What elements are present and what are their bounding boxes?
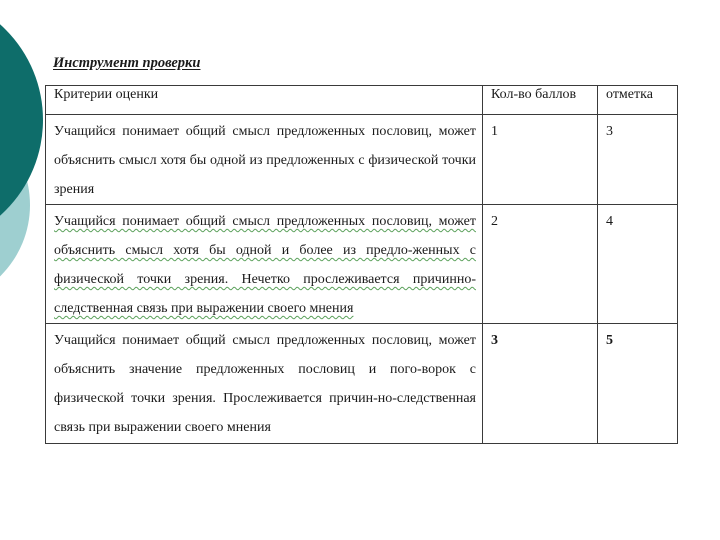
assessment-table <box>45 85 678 444</box>
grade-cell: 5 <box>598 324 678 444</box>
header-criteria: Критерии оценки <box>46 86 483 115</box>
points-cell: 3 <box>483 324 598 444</box>
criteria-cell: Учащийся понимает общий смысл предложенных пословиц, может объяснить смысл хотя бы одной из предложенных с физической точки зрения <box>46 115 483 205</box>
grade-cell: 3 <box>598 115 678 205</box>
grade-cell: 4 <box>598 205 678 324</box>
table-header-row <box>46 86 678 115</box>
points-cell: 2 <box>483 205 598 324</box>
header-grade: отметка <box>598 86 678 115</box>
page-heading: Инструмент проверки <box>53 55 201 71</box>
table-row <box>46 205 678 324</box>
points-cell: 1 <box>483 115 598 205</box>
criteria-cell: Учащийся понимает общий смысл предложенных пословиц, может объяснить значение предложенных пословиц и пого-ворок с физической точки зрения. Прослеживается причин-но-следственная связь при выражении своего мнения <box>46 324 483 444</box>
header-points: Кол-во баллов <box>483 86 598 115</box>
table-row <box>46 324 678 444</box>
criteria-cell: Учащийся понимает общий смысл предложенных пословиц, может объяснить смысл хотя бы одной и более из предло-женных с физической точки зрения. Нечетко прослеживается причинно-следственная связь при выражении своего мнения <box>46 205 483 324</box>
table-row <box>46 115 678 205</box>
